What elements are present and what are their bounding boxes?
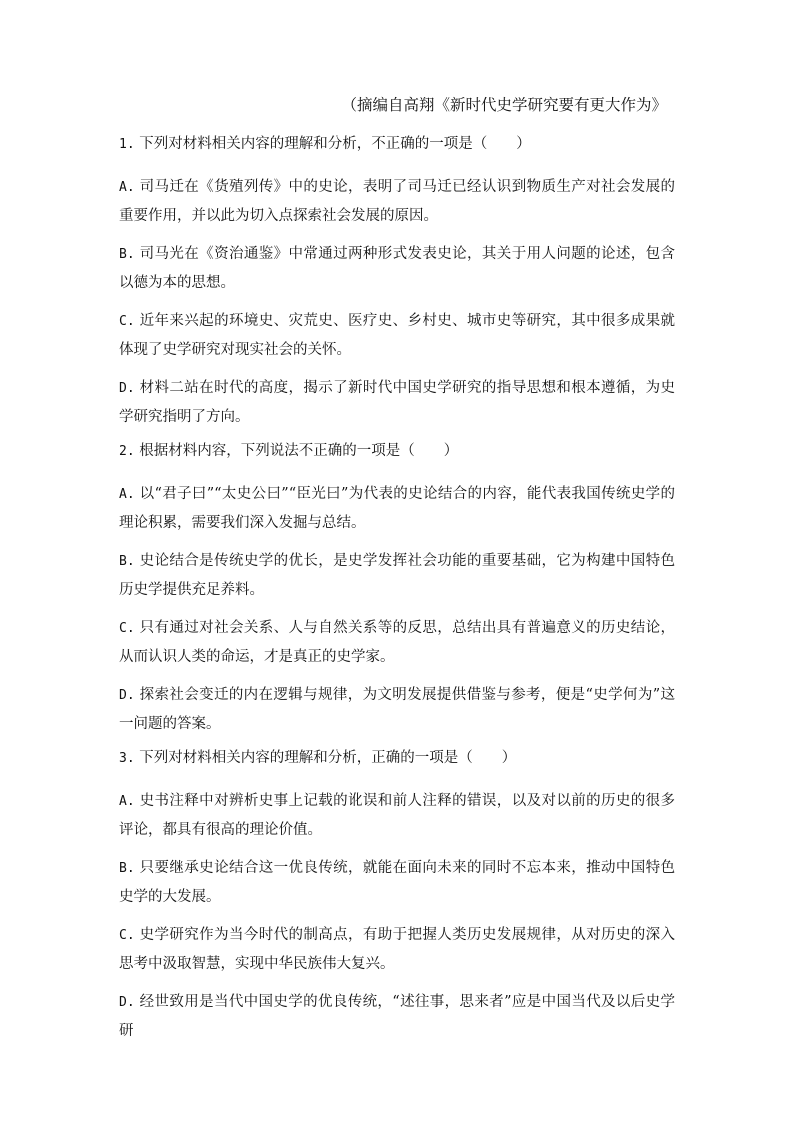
option-letter: A. <box>119 794 135 809</box>
questions-container <box>119 134 675 1055</box>
option-letter: B. <box>119 247 135 262</box>
option-letter: D. <box>119 688 135 703</box>
option-letter: C. <box>119 314 135 329</box>
question-2-option-b <box>119 547 675 604</box>
question-number: 2. <box>119 444 135 459</box>
option-text: 材料二站在时代的高度，揭示了新时代中国史学研究的指导思想和根本遵循，为史学研究指明了方向。 <box>119 380 676 425</box>
option-letter: D. <box>119 381 135 396</box>
question-2-option-a <box>119 480 675 537</box>
question-1-stem-line <box>119 134 675 155</box>
question-1-option-d <box>119 374 675 431</box>
question-3-option-d <box>119 988 675 1045</box>
source-citation: （摘编自高翔《新时代史学研究要有更大作为》 <box>341 96 667 114</box>
option-letter: B. <box>119 861 135 876</box>
option-text: 司马光在《资治通鉴》中常通过两种形式发表史论，其关于用人问题的论述，包含以德为本的思想。 <box>119 246 676 291</box>
option-letter: C. <box>119 928 135 943</box>
question-2-stem-line <box>119 441 675 462</box>
question-1-option-c <box>119 307 675 364</box>
question-stem: 下列对材料相关内容的理解和分析，正确的一项是（ ） <box>139 750 517 766</box>
option-text: 只有通过对社会关系、人与自然关系等的反思，总结出具有普遍意义的历史结论，从而认识人类的命运，才是真正的史学家。 <box>119 620 676 665</box>
question-2-option-c <box>119 614 675 671</box>
question-3-option-b <box>119 854 675 911</box>
option-text: 史书注释中对辨析史事上记载的讹误和前人注释的错误，以及对以前的历史的很多评论，都具有很高的理论价值。 <box>119 793 676 838</box>
option-letter: D. <box>119 995 135 1010</box>
question-3 <box>119 748 675 1045</box>
option-letter: A. <box>119 487 135 502</box>
option-letter: A. <box>119 180 135 195</box>
option-letter: C. <box>119 621 135 636</box>
question-2-option-d <box>119 681 675 738</box>
question-3-option-a <box>119 787 675 844</box>
option-text: 以“君子曰”“太史公曰”“臣光曰”为代表的史论结合的内容，能代表我国传统史学的理论积累，需要我们深入发掘与总结。 <box>119 486 676 531</box>
question-1-option-a <box>119 173 675 230</box>
question-3-stem-line <box>119 748 675 769</box>
question-1 <box>119 134 675 431</box>
option-text: 经世致用是当代中国史学的优良传统，“述往事，思来者”应是中国当代及以后史学研 <box>119 994 676 1039</box>
option-text: 司马迁在《货殖列传》中的史论，表明了司马迁已经认识到物质生产对社会发展的重要作用，并以此为切入点探索社会发展的原因。 <box>119 179 676 224</box>
option-text: 史论结合是传统史学的优长，是史学发挥社会功能的重要基础，它为构建中国特色历史学提供充足养料。 <box>119 553 676 598</box>
question-number: 1. <box>119 137 135 152</box>
option-text: 只要继承史论结合这一优良传统，就能在面向未来的同时不忘本来，推动中国特色史学的大发展。 <box>119 860 676 905</box>
option-letter: B. <box>119 554 135 569</box>
question-number: 3. <box>119 751 135 766</box>
question-stem: 根据材料内容，下列说法不正确的一项是（ ） <box>139 443 459 459</box>
option-text: 史学研究作为当今时代的制高点，有助于把握人类历史发展规律，从对历史的深入思考中汲取智慧，实现中华民族伟大复兴。 <box>119 927 676 972</box>
question-3-option-c <box>119 921 675 978</box>
question-stem: 下列对材料相关内容的理解和分析，不正确的一项是（ ） <box>139 136 531 152</box>
question-2 <box>119 441 675 738</box>
option-text: 近年来兴起的环境史、灾荒史、医疗史、乡村史、城市史等研究，其中很多成果就体现了史学研究对现实社会的关怀。 <box>119 313 676 358</box>
option-text: 探索社会变迁的内在逻辑与规律，为文明发展提供借鉴与参考，便是“史学何为”这一问题的答案。 <box>119 687 676 732</box>
question-1-option-b <box>119 240 675 297</box>
